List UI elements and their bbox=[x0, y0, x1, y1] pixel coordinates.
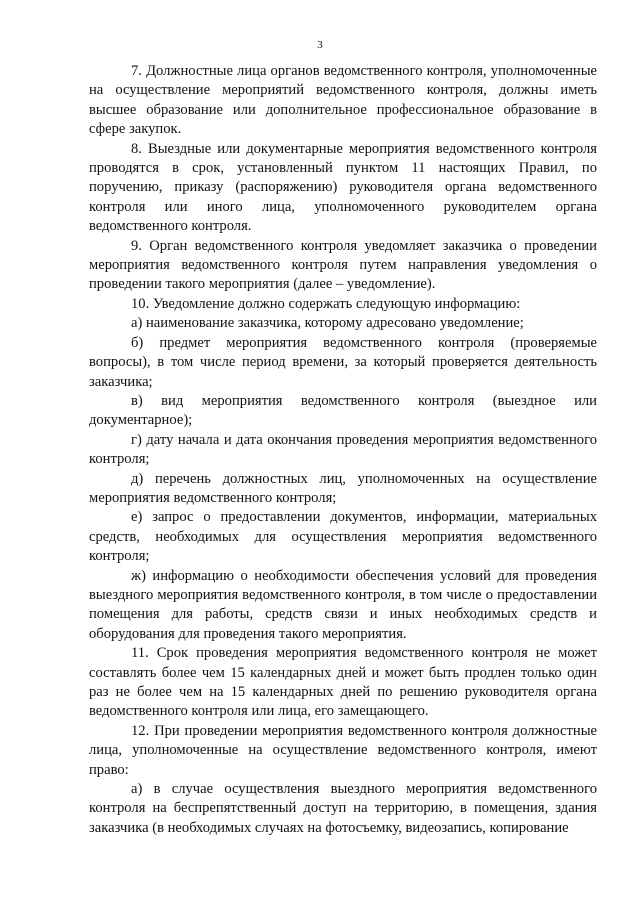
paragraph-7: 7. Должностные лица органов ведомственного контроля, уполномоченные на осуществление мероприятий ведомственного контроля, должны иметь высшее образование или дополнительное профессиональное образование в сфере закупок. bbox=[89, 63, 597, 138]
paragraph-10-g: г) дату начала и дата окончания проведения мероприятия ведомственного контроля; bbox=[89, 431, 597, 468]
paragraph-8: 8. Выездные или документарные мероприятия ведомственного контроля проводятся в срок, установленный пунктом 11 настоящих Правил, по поручению, приказу (распоряжению) руководителя органа ведомственного контроля или иного лица, уполномоченного руководителем органа ведомственного контроля. bbox=[89, 140, 597, 235]
paragraph-12: 12. При проведении мероприятия ведомственного контроля должностные лица, уполномоченные на осуществление ведомственного контроля, имеют право: bbox=[89, 722, 597, 778]
paragraph-10-zh: ж) информацию о необходимости обеспечения условий для проведения выездного мероприятия ведомственного контроля, в том числе о предоставлении помещения для работы, средств связи и иных необходимых средств и оборудования для проведения такого мероприятия. bbox=[89, 567, 597, 642]
paragraph-10: 10. Уведомление должно содержать следующую информацию: bbox=[131, 295, 521, 312]
paragraph-10-e: е) запрос о предоставлении документов, информации, материальных средств, необходимых для осуществления мероприятия ведомственного контроля; bbox=[89, 509, 597, 565]
paragraph-12-a: а) в случае осуществления выездного мероприятия ведомственного контроля на беспрепятственный доступ на территорию, в помещения, здания заказчика (в необходимых случаях на фотосъемку, видеозапись, копирование bbox=[89, 781, 597, 836]
paragraph-11: 11. Срок проведения мероприятия ведомственного контроля не может составлять более чем 15 календарных дней и может быть продлен только один раз не более чем на 15 календарных дней по решению руководителя органа ведомственного контроля или лица, его замещающего. bbox=[89, 645, 597, 720]
paragraph-10-v: в) вид мероприятия ведомственного контроля (выездное или документарное); bbox=[89, 392, 597, 429]
paragraph-10-d: д) перечень должностных лиц, уполномоченных на осуществление мероприятия ведомственного контроля; bbox=[89, 470, 597, 506]
page-number: 3 bbox=[317, 39, 323, 51]
document-body bbox=[89, 62, 597, 838]
paragraph-10-b: б) предмет мероприятия ведомственного контроля (проверяемые вопросы), в том числе период времени, за который проверяется деятельность заказчика; bbox=[89, 334, 597, 390]
paragraph-9: 9. Орган ведомственного контроля уведомляет заказчика о проведении мероприятия ведомственного контроля путем направления уведомления о проведении такого мероприятия (далее – уведомление). bbox=[89, 237, 597, 293]
paragraph-10-a: а) наименование заказчика, которому адресовано уведомление; bbox=[131, 315, 524, 332]
